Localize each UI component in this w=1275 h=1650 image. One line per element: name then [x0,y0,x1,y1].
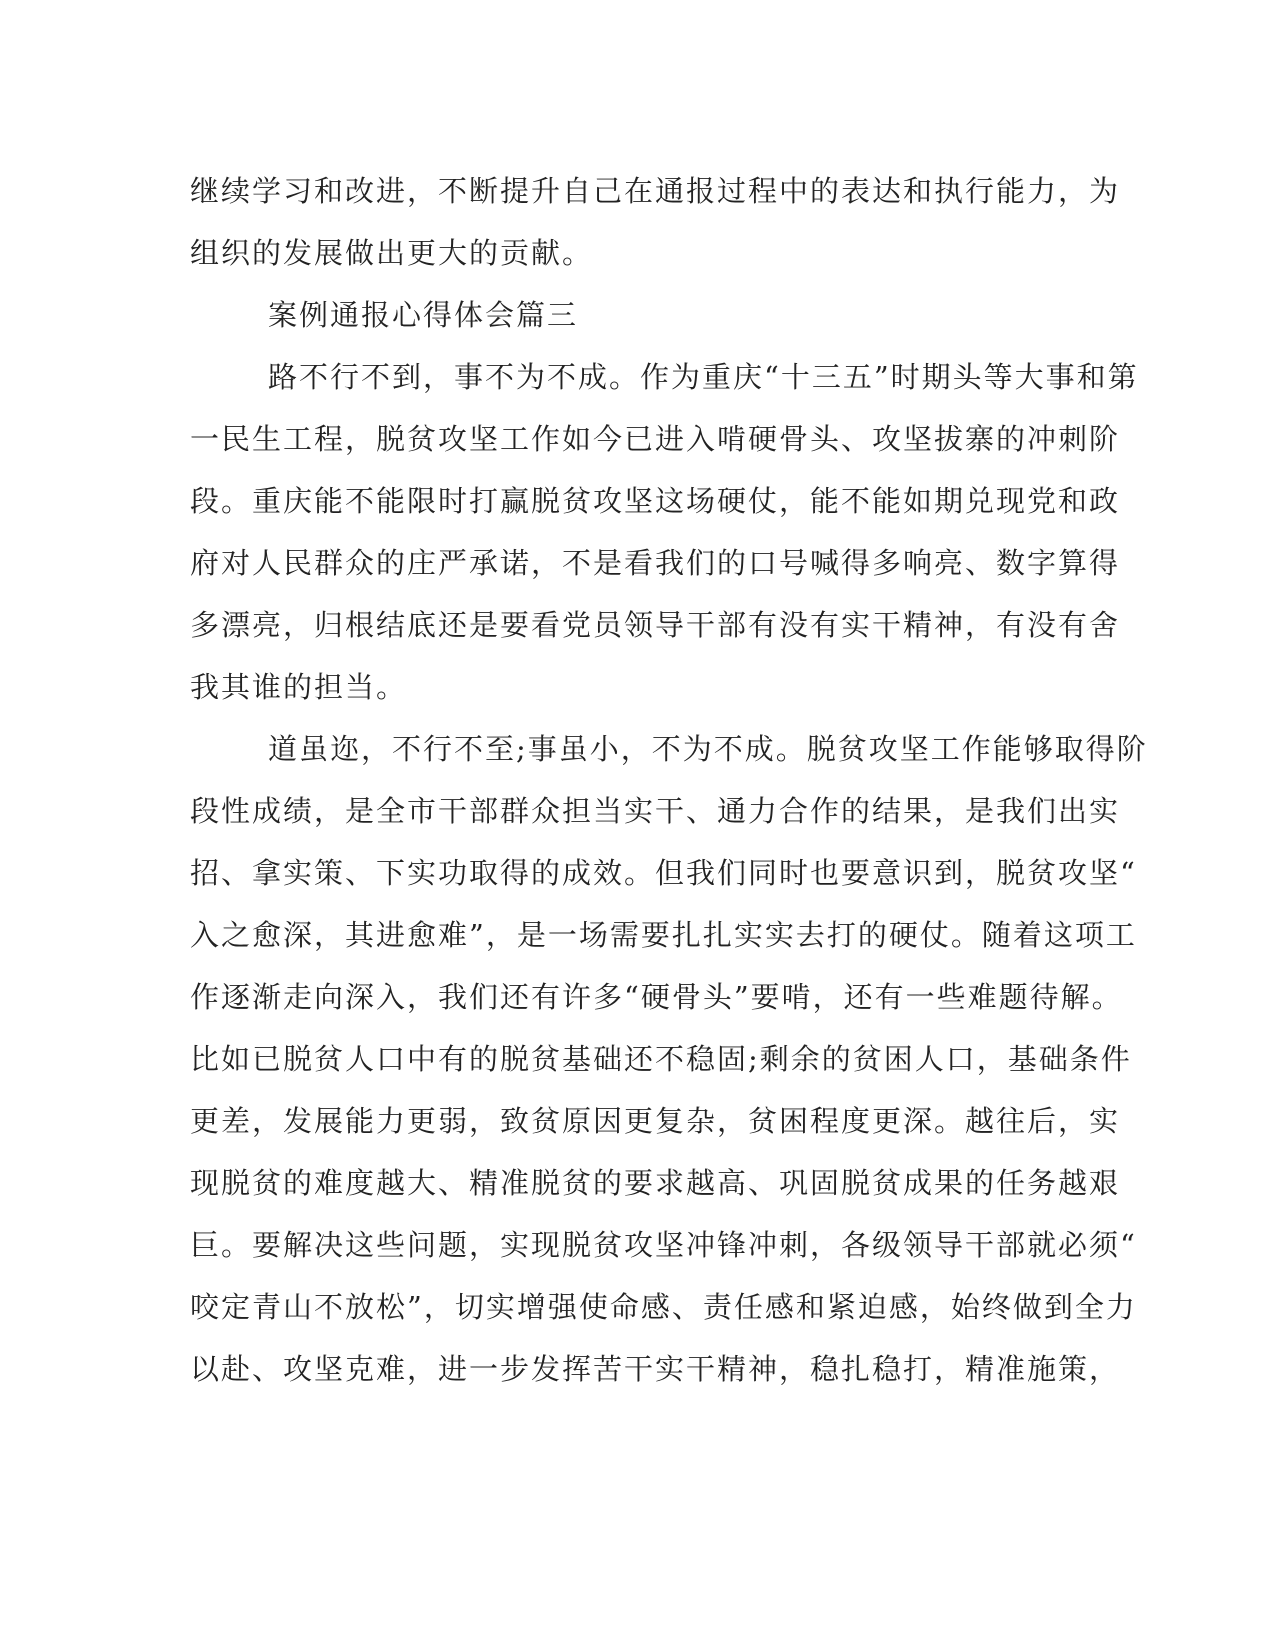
text-line: 一民生工程，脱贫攻坚工作如今已进入啃硬骨头、攻坚拔寨的冲刺阶 [190,422,1121,456]
text-line: 我其谁的担当。 [190,670,408,704]
text-line: 咬定青山不放松”，切实增强使命感、责任感和紧迫感，始终做到全力 [190,1290,1137,1324]
paragraph-start: 路不行不到，事不为不成。作为重庆“十三五”时期头等大事和第 [268,360,1139,394]
text-line: 作逐渐走向深入，我们还有许多“硬骨头”要啃，还有一些难题待解。 [190,980,1123,1014]
text-line: 以赴、攻坚克难，进一步发挥苦干实干精神，稳扎稳打，精准施策， [190,1352,1121,1386]
text-line: 段性成绩，是全市干部群众担当实干、通力合作的结果，是我们出实 [190,794,1121,828]
text-line: 组织的发展做出更大的贡献。 [190,236,594,270]
paragraph-start: 道虽迩，不行不至;事虽小，不为不成。脱贫攻坚工作能够取得阶 [268,732,1148,766]
text-line: 入之愈深，其进愈难”，是一场需要扎扎实实去打的硬仗。随着这项工 [190,918,1137,952]
text-line: 招、拿实策、下实功取得的成效。但我们同时也要意识到，脱贫攻坚“ [190,856,1137,890]
text-line: 巨。要解决这些问题，实现脱贫攻坚冲锋冲刺，各级领导干部就必须“ [190,1228,1137,1262]
document-body [190,160,1148,1400]
text-line: 更差，发展能力更弱，致贫原因更复杂，贫困程度更深。越往后，实 [190,1104,1121,1138]
section-heading: 案例通报心得体会篇三 [268,298,579,332]
text-line: 现脱贫的难度越大、精准脱贫的要求越高、巩固脱贫成果的任务越艰 [190,1166,1121,1200]
text-line: 多漂亮，归根结底还是要看党员领导干部有没有实干精神，有没有舍 [190,608,1121,642]
text-line: 比如已脱贫人口中有的脱贫基础还不稳固;剩余的贫困人口，基础条件 [190,1042,1132,1076]
text-line: 继续学习和改进，不断提升自己在通报过程中的表达和执行能力，为 [190,174,1121,208]
text-line: 府对人民群众的庄严承诺，不是看我们的口号喊得多响亮、数字算得 [190,546,1121,580]
text-line: 段。重庆能不能限时打赢脱贫攻坚这场硬仗，能不能如期兑现党和政 [190,484,1121,518]
